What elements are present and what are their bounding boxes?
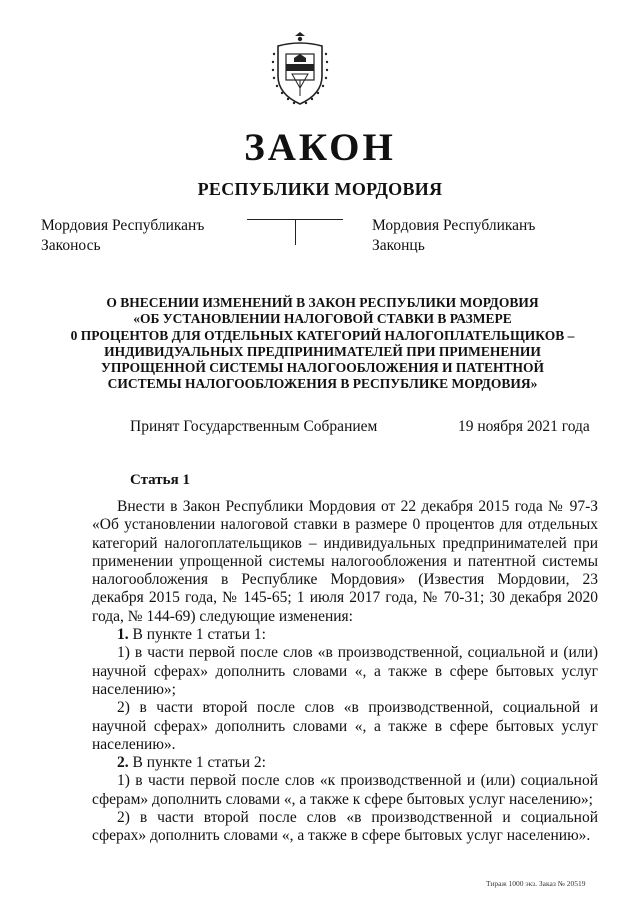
- page-subtitle: РЕСПУБЛИКИ МОРДОВИЯ: [197, 179, 443, 199]
- item-2-sub-1: 1) в части первой после слов «к производственной и (или) социальной сферам» дополнить словами «, а также к сфере бытовых услуг населению»;: [92, 772, 598, 808]
- article-heading: Статья 1: [130, 472, 190, 488]
- moksha-right-line-2: Законць: [372, 237, 425, 254]
- item-1-sub-1: 1) в части первой после слов «в производственной, социальной и (или) научной сферах» дополнить словами «, а также в сфере бытовых услуг населению»;: [92, 644, 598, 698]
- moksha-heading-left: [41, 216, 204, 256]
- item-1-title: В пункте 1 статьи 1:: [128, 626, 266, 644]
- law-name-line: СИСТЕМЫ НАЛОГООБЛОЖЕНИЯ В РЕСПУБЛИКЕ МОРДОВИЯ»: [107, 376, 538, 392]
- item-2-sub-2: 2) в части второй после слов «в производственной и социальной сферах» дополнить словами «, а также в сфере бытовых услуг населению».: [92, 809, 598, 845]
- moksha-left-line-2: Законось: [41, 237, 101, 254]
- adopted-by: Принят Государственным Собранием: [130, 418, 378, 435]
- law-name-line: О ВНЕСЕНИИ ИЗМЕНЕНИЙ В ЗАКОН РЕСПУБЛИКИ МОРДОВИЯ: [106, 295, 539, 310]
- law-name: [60, 295, 585, 393]
- adopted-date: 19 ноября 2021 года: [458, 418, 590, 435]
- item-1-heading: [92, 626, 598, 644]
- item-1-sub-2: 2) в части второй после слов «в производственной, социальной и научной сферах» дополнить словами «, а также в сфере бытовых услуг населению».: [92, 699, 598, 753]
- coat-of-arms-icon: [268, 32, 332, 108]
- moksha-right-line-1: Мордовия Республиканъ: [372, 217, 536, 234]
- item-2-heading: [92, 754, 598, 772]
- law-name-line: ИНДИВИДУАЛЬНЫХ ПРЕДПРИНИМАТЕЛЕЙ ПРИ ПРИМЕНЕНИИ: [104, 343, 541, 359]
- article-intro: Внести в Закон Республики Мордовия от 22 декабря 2015 года № 97-З «Об установлении налоговой ставки в размере 0 процентов для отдельных категорий налогоплательщиков – индивидуальных предпринимателей при применении упрощенной системы налогообложения и патентной системы налогообложения в Республике Мордовия» (Известия Мордовии, 23 декабря 2015 года, № 145-65; 1 июля 2017 года, № 70-31; 30 декабря 2020 года, № 144-69) следующие изменения:: [92, 498, 598, 625]
- item-1-number: 1.: [117, 626, 129, 644]
- page-title: ЗАКОН: [244, 126, 396, 169]
- moksha-left-line-1: Мордовия Республиканъ: [41, 217, 205, 234]
- print-run-footer: Тираж 1000 экз. Заказ № 20519: [486, 879, 586, 888]
- item-2-number: 2.: [117, 754, 129, 772]
- item-2-title: В пункте 1 статьи 2:: [128, 754, 266, 772]
- law-name-line: УПРОЩЕННОЙ СИСТЕМЫ НАЛОГООБЛОЖЕНИЯ И ПАТЕНТНОЙ: [101, 360, 544, 376]
- article-body: [92, 498, 598, 846]
- law-name-line: 0 ПРОЦЕНТОВ ДЛЯ ОТДЕЛЬНЫХ КАТЕГОРИЙ НАЛОГОПЛАТЕЛЬЩИКОВ –: [70, 327, 575, 343]
- moksha-heading-right: [372, 216, 535, 256]
- divider-vertical: [295, 219, 296, 245]
- law-name-line: «ОБ УСТАНОВЛЕНИИ НАЛОГОВОЙ СТАВКИ В РАЗМЕРЕ: [133, 311, 512, 327]
